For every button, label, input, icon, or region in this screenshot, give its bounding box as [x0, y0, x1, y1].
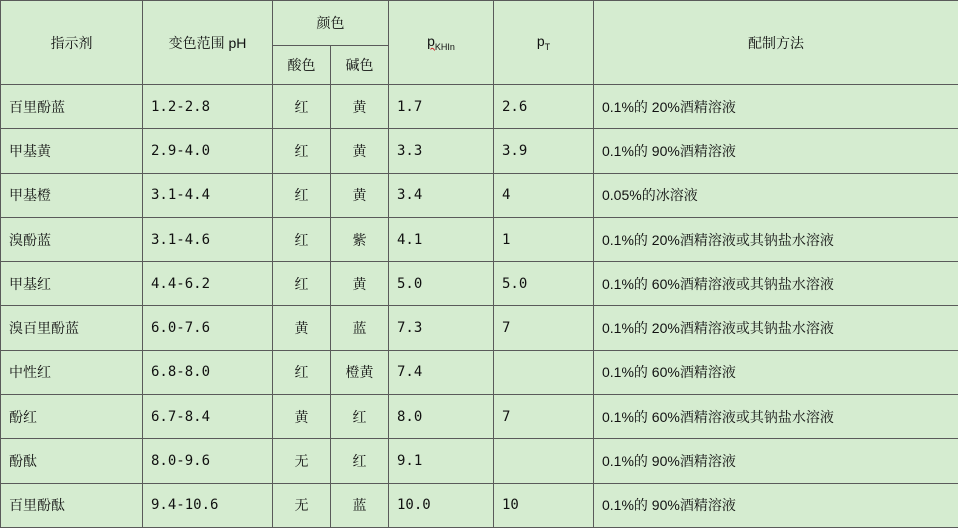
table-row: [1, 129, 958, 173]
cell-pt: 10: [494, 483, 594, 527]
cell-pk: 7.4: [389, 350, 494, 394]
header-pk-sub: K: [434, 41, 441, 52]
cell-ph-range: 4.4-6.2: [143, 262, 273, 306]
cell-pt: 5.0: [494, 262, 594, 306]
table-row: [1, 85, 958, 129]
cell-pt: 1: [494, 217, 594, 261]
table-row: [1, 173, 958, 217]
table-header: [1, 1, 958, 85]
header-pk-main: p: [427, 33, 435, 50]
header-pt-sub: T: [544, 41, 551, 52]
cell-pk: 3.4: [389, 173, 494, 217]
cell-method: 0.1%的 60%酒精溶液或其钠盐水溶液: [594, 395, 958, 439]
cell-base-color: 黄: [331, 129, 389, 173]
cell-pk: 7.3: [389, 306, 494, 350]
cell-ph-range: 6.8-8.0: [143, 350, 273, 394]
cell-ph-range: 6.7-8.4: [143, 395, 273, 439]
header-color-group: 颜色: [273, 1, 389, 46]
table-row: [1, 306, 958, 350]
cell-indicator-name: 溴酚蓝: [1, 217, 143, 261]
table-row: [1, 483, 958, 527]
cell-method: 0.1%的 20%酒精溶液或其钠盐水溶液: [594, 306, 958, 350]
cell-base-color: 蓝: [331, 306, 389, 350]
table-row: [1, 395, 958, 439]
cell-method: 0.1%的 90%酒精溶液: [594, 129, 958, 173]
cell-ph-range: 1.2-2.8: [143, 85, 273, 129]
header-color-acid: 酸色: [273, 46, 331, 85]
cell-pk: 4.1: [389, 217, 494, 261]
cell-indicator-name: 酚红: [1, 395, 143, 439]
table-row: [1, 439, 958, 483]
header-pt-main: p: [536, 33, 545, 50]
cell-method: 0.1%的 20%酒精溶液: [594, 85, 958, 129]
cell-ph-range: 8.0-9.6: [143, 439, 273, 483]
cell-indicator-name: 百里酚酞: [1, 483, 143, 527]
cell-ph-range: 2.9-4.0: [143, 129, 273, 173]
cell-ph-range: 3.1-4.6: [143, 217, 273, 261]
header-indicator: 指示剂: [1, 1, 143, 85]
header-pk-sub2: HIn: [440, 41, 455, 52]
cell-ph-range: 9.4-10.6: [143, 483, 273, 527]
cell-method: 0.1%的 90%酒精溶液: [594, 483, 958, 527]
cell-acid-color: 红: [273, 129, 331, 173]
cell-pk: 5.0: [389, 262, 494, 306]
cell-pk: 8.0: [389, 395, 494, 439]
cell-pk: 3.3: [389, 129, 494, 173]
cell-indicator-name: 甲基红: [1, 262, 143, 306]
header-method: 配制方法: [594, 1, 958, 85]
header-color-base: 碱色: [331, 46, 389, 85]
cell-method: 0.1%的 60%酒精溶液: [594, 350, 958, 394]
table-row: [1, 262, 958, 306]
cell-base-color: 橙黄: [331, 350, 389, 394]
cell-base-color: 蓝: [331, 483, 389, 527]
cell-base-color: 黄: [331, 262, 389, 306]
cell-pt: [494, 439, 594, 483]
table-row: [1, 350, 958, 394]
header-ph-range: 变色范围 pH: [143, 1, 273, 85]
cell-indicator-name: 甲基黄: [1, 129, 143, 173]
table-row: [1, 217, 958, 261]
cell-method: 0.1%的 90%酒精溶液: [594, 439, 958, 483]
cell-acid-color: 红: [273, 262, 331, 306]
cell-indicator-name: 中性红: [1, 350, 143, 394]
cell-pt: 4: [494, 173, 594, 217]
cell-method: 0.05%的冰溶液: [594, 173, 958, 217]
table-body: [1, 85, 958, 528]
cell-base-color: 紫: [331, 217, 389, 261]
cell-acid-color: 无: [273, 483, 331, 527]
cell-indicator-name: 溴百里酚蓝: [1, 306, 143, 350]
cell-pt: 3.9: [494, 129, 594, 173]
header-row-primary: [1, 1, 958, 46]
cell-pt: 2.6: [494, 85, 594, 129]
cell-acid-color: 无: [273, 439, 331, 483]
header-pk-hin: [389, 1, 494, 85]
cell-indicator-name: 百里酚蓝: [1, 85, 143, 129]
cell-pk: 9.1: [389, 439, 494, 483]
cell-pk: 10.0: [389, 483, 494, 527]
cell-acid-color: 黄: [273, 306, 331, 350]
cell-method: 0.1%的 60%酒精溶液或其钠盐水溶液: [594, 262, 958, 306]
cell-indicator-name: 酚酞: [1, 439, 143, 483]
cell-ph-range: 3.1-4.4: [143, 173, 273, 217]
cell-base-color: 黄: [331, 173, 389, 217]
cell-method: 0.1%的 20%酒精溶液或其钠盐水溶液: [594, 217, 958, 261]
cell-pt: 7: [494, 306, 594, 350]
cell-acid-color: 红: [273, 217, 331, 261]
cell-indicator-name: 甲基橙: [1, 173, 143, 217]
cell-pt: 7: [494, 395, 594, 439]
cell-ph-range: 6.0-7.6: [143, 306, 273, 350]
cell-base-color: 红: [331, 395, 389, 439]
header-pt: [494, 1, 594, 85]
cell-pk: 1.7: [389, 85, 494, 129]
cell-acid-color: 红: [273, 350, 331, 394]
cell-pt: [494, 350, 594, 394]
cell-acid-color: 黄: [273, 395, 331, 439]
cell-acid-color: 红: [273, 173, 331, 217]
cell-base-color: 红: [331, 439, 389, 483]
cell-acid-color: 红: [273, 85, 331, 129]
cell-base-color: 黄: [331, 85, 389, 129]
